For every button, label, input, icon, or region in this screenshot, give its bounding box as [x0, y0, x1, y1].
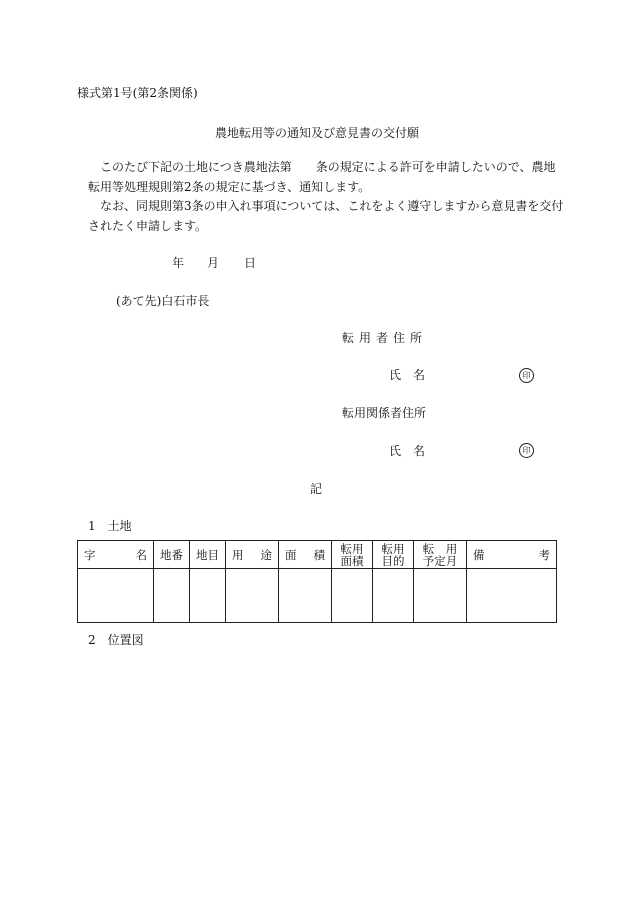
cell-chiban[interactable]: [154, 569, 190, 623]
cell-tenyo-yoteibi[interactable]: [414, 569, 467, 623]
header-chiban: 地番: [154, 541, 190, 569]
header-na: 名: [135, 547, 147, 562]
header-bi: 備: [473, 547, 485, 562]
header-yoto: [226, 541, 279, 569]
header-tenyo-menseki-1: 転用: [340, 541, 364, 556]
ki-heading: 記: [310, 482, 323, 496]
applicant-seal-icon: 印: [519, 368, 534, 383]
body-paragraph-1: [88, 158, 564, 197]
date-year: 年: [172, 256, 185, 270]
cell-tenyo-menseki[interactable]: [332, 569, 373, 623]
related-address-label: 転用関係者住所: [342, 406, 427, 420]
addressee: (あて先)白石市長: [116, 294, 210, 308]
header-menseki: [279, 541, 332, 569]
table-header-row: [78, 541, 557, 569]
date-month: 月: [207, 256, 220, 270]
section-land: 1 土地: [88, 519, 132, 533]
header-to: 途: [260, 547, 272, 562]
cell-chimoku[interactable]: [190, 569, 226, 623]
section-location-map: 2 位置図: [88, 633, 144, 647]
header-yo: 用: [232, 547, 244, 562]
header-aza: 字: [84, 547, 96, 562]
related-name-label: 氏 名: [389, 444, 426, 458]
header-tenyo-menseki-2: 面積: [340, 553, 364, 568]
body-text-1: このたび下記の土地につき農地法第 条の規定による許可を申請したいので、農地転用等処理規則第2条の規定に基づき、通知します。: [88, 160, 556, 194]
header-tenyo-mokuteki: [373, 541, 414, 569]
form-number: 様式第1号(第2条関係): [77, 86, 198, 100]
header-men: 面: [285, 547, 297, 562]
header-tenyo-mokuteki-1: 転用: [381, 541, 405, 556]
header-tenyo-yoteibi-1: 転 用: [422, 541, 458, 556]
header-tenyo-menseki: [332, 541, 373, 569]
body-text-2: なお、同規則第3条の申入れ事項については、これをよく遵守しますから意見書を交付されたく申請します。: [88, 199, 564, 233]
table-row: [78, 569, 557, 623]
cell-menseki[interactable]: [279, 569, 332, 623]
body-paragraph-2: [88, 197, 564, 236]
date-day: 日: [244, 256, 257, 270]
document-title: 農地転用等の通知及び意見書の交付願: [215, 126, 420, 140]
related-seal-icon: 印: [519, 443, 534, 458]
cell-tenyo-mokuteki[interactable]: [373, 569, 414, 623]
applicant-address-label: 転用者住所: [342, 331, 428, 345]
cell-biko[interactable]: [467, 569, 557, 623]
applicant-name-label: 氏 名: [389, 368, 426, 382]
header-tenyo-mokuteki-2: 目的: [381, 553, 405, 568]
header-chimoku: 地目: [190, 541, 226, 569]
header-tenyo-yoteibi-2: 予定月: [422, 553, 458, 568]
cell-aza-name[interactable]: [78, 569, 154, 623]
header-aza-name: [78, 541, 154, 569]
header-ko: 考: [538, 547, 550, 562]
land-table: [77, 540, 557, 623]
cell-yoto[interactable]: [226, 569, 279, 623]
header-tenyo-yoteibi: [414, 541, 467, 569]
header-seki: 積: [313, 547, 325, 562]
header-biko: [467, 541, 557, 569]
